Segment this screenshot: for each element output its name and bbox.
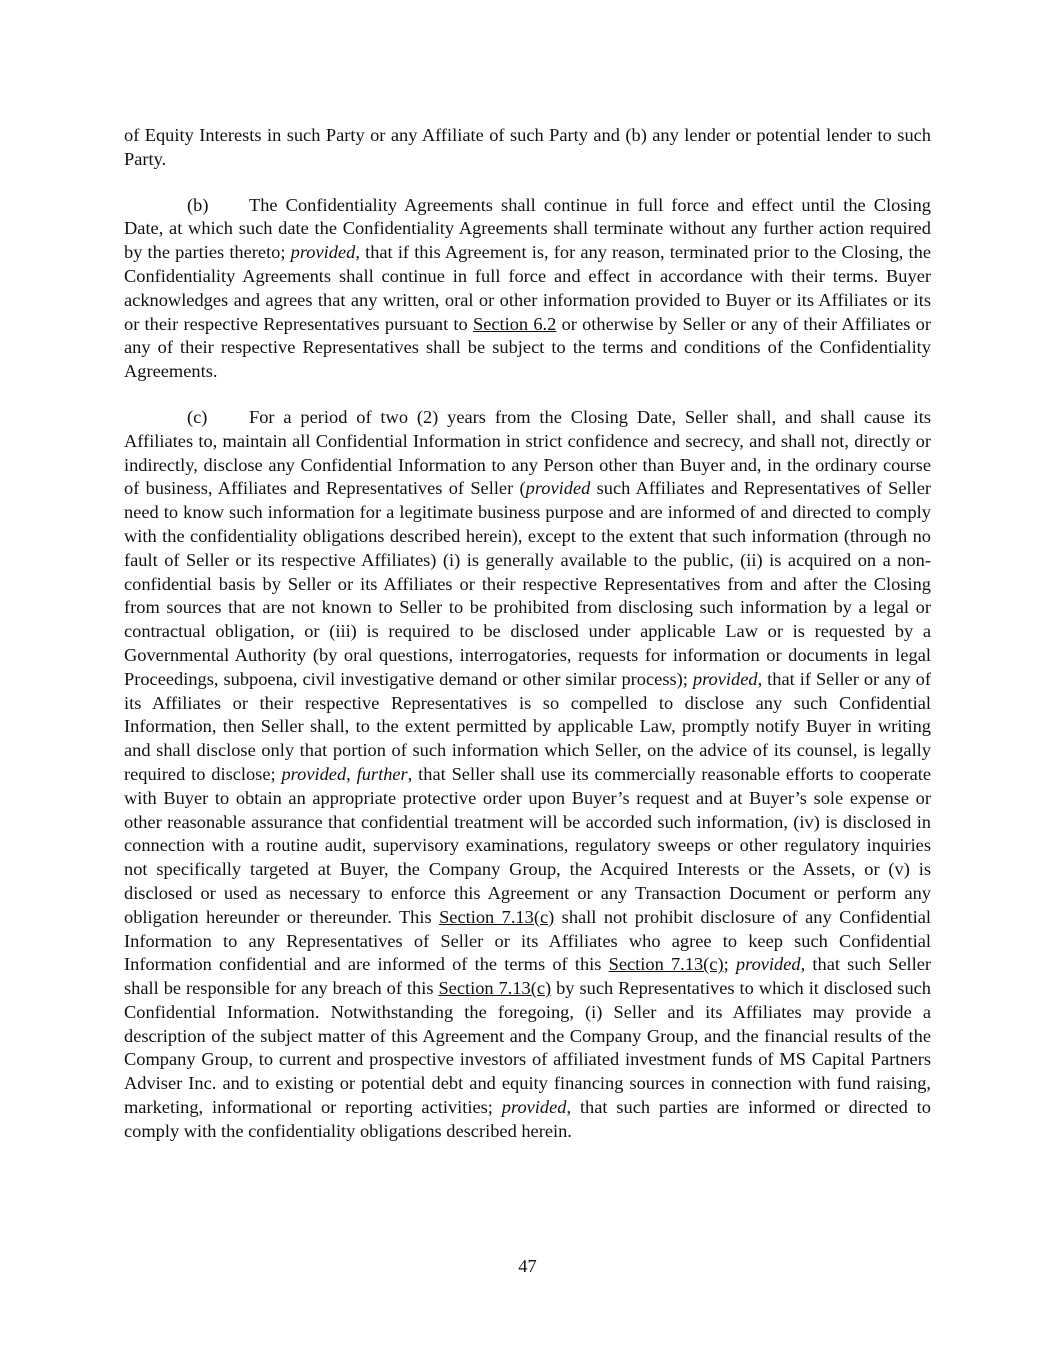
text-run: , that such parties are informed or directed to comply with the confidentiality obligations described herein. xyxy=(124,1097,931,1141)
text-run: , that such Seller shall be responsible for any breach of this xyxy=(124,954,931,999)
text-run: such Affiliates and Representatives of Seller need to know such information for a legitimate business purpose and are informed of and directed to comply with the confidentiality obligations described herein), except to the extent that such information (through no fault of Seller or its respective Affiliates) (i) is generally available to the public, (ii) is acquired on a non-confidential basis by Seller or its Affiliates or their respective Representatives from and after the Closing from sources that are not known to Seller to be prohibited from disclosing such information by a legal or contractual obligation, or (iii) is required to be disclosed under applicable Law or is requested by a Governmental Authority (by oral questions, interrogatories, requests for information or documents in legal Proceedings, subpoena, civil investigative demand or other similar process); xyxy=(124,478,932,689)
section-reference: Section 7.13(c) xyxy=(439,906,555,927)
italic-term: provided xyxy=(735,954,801,975)
paragraph-c xyxy=(124,406,931,1144)
page-number: 47 xyxy=(518,1256,537,1276)
paragraph-c-label: (c) xyxy=(187,406,208,427)
text-run: or otherwise by Seller or any of their Affiliates or any of their respective Representatives shall be subject to the terms and conditions of the Confidentiality Agreements. xyxy=(124,313,931,382)
italic-term: provided xyxy=(501,1097,567,1118)
paragraph-b-label: (b) xyxy=(187,194,209,215)
italic-term: provided xyxy=(281,763,347,784)
text-run: shall not prohibit disclosure of any Confidential Information to any Representatives of Seller or its Affiliates who agree to keep such Confidential Information confidential and are informed of the terms of this xyxy=(124,906,931,975)
document-page xyxy=(124,124,931,1166)
text-run: , that Seller shall use its commercially reasonable efforts to cooperate with Buyer to obtain an appropriate protective order upon Buyer’s request and at Buyer’s sole expense or other reasonable assurance that confidential treatment will be accorded such information, (iv) is disclosed in connection with a routine audit, supervisory examinations, regulatory sweeps or other regulatory inquiries not specifically targeted at Buyer, the Company Group, the Acquired Interests or the Assets, or (v) is disclosed or used as necessary to enforce this Agreement or any Transaction Document or perform any obligation hereunder or thereunder. This xyxy=(124,763,932,927)
italic-term: provided xyxy=(525,478,591,499)
section-reference: Section 7.13(c) xyxy=(438,978,552,999)
italic-term: further xyxy=(356,763,408,784)
section-reference: Section 6.2 xyxy=(472,313,557,334)
paragraph-b xyxy=(124,194,931,384)
text-run: , that if this Agreement is, for any reason, terminated prior to the Closing, the Confidentiality Agreements shall continue in full force and effect in accordance with their terms. Buyer acknowledges and agrees that any written, oral or other information provided to Buyer or its Affiliates or its or their respective Representatives pursuant to xyxy=(124,242,931,334)
italic-term: provided xyxy=(290,242,356,263)
text-run: , that if Seller or any of its Affiliates or their respective Representatives is so compelled to disclose any such Confidential Information, then Seller shall, to the extent permitted by applicable Law, promptly notify Buyer in writing and shall disclose only that portion of such information which Seller, on the advice of its counsel, is legally required to disclose; xyxy=(124,668,931,784)
paragraph-a-continuation: of Equity Interests in such Party or any Affiliate of such Party and (b) any lender or potential lender to such Party. xyxy=(124,125,931,169)
italic-term: provided xyxy=(692,668,758,689)
text-run: by such Representatives to which it disclosed such Confidential Information. Notwithstanding the foregoing, (i) Seller and its Affiliates may provide a description of the subject matter of this Agreement and the Company Group, and the financial results of the Company Group, to current and prospective investors of affiliated investment funds of MS Capital Partners Adviser Inc. and to existing or potential debt and equity financing sources in connection with fund raising, marketing, informational or reporting activities; xyxy=(124,978,931,1118)
section-reference: Section 7.13(c) xyxy=(608,954,724,975)
text-run: For a period of two (2) years from the Closing Date, Seller shall, and shall cause its Affiliates to, maintain all Confidential Information in strict confidence and secrecy, and shall not, directly or indirectly, disclose any Confidential Information to any Person other than Buyer and, in the ordinary course of business, Affiliates and Representatives of Seller ( xyxy=(124,406,931,499)
text-run: , xyxy=(346,763,357,784)
text-run: ; xyxy=(723,954,736,975)
text-run: The Confidentiality Agreements shall continue in full force and effect until the Closing Date, at which such date the Confidentiality Agreements shall terminate without any further action required by the parties thereto; xyxy=(124,194,931,263)
